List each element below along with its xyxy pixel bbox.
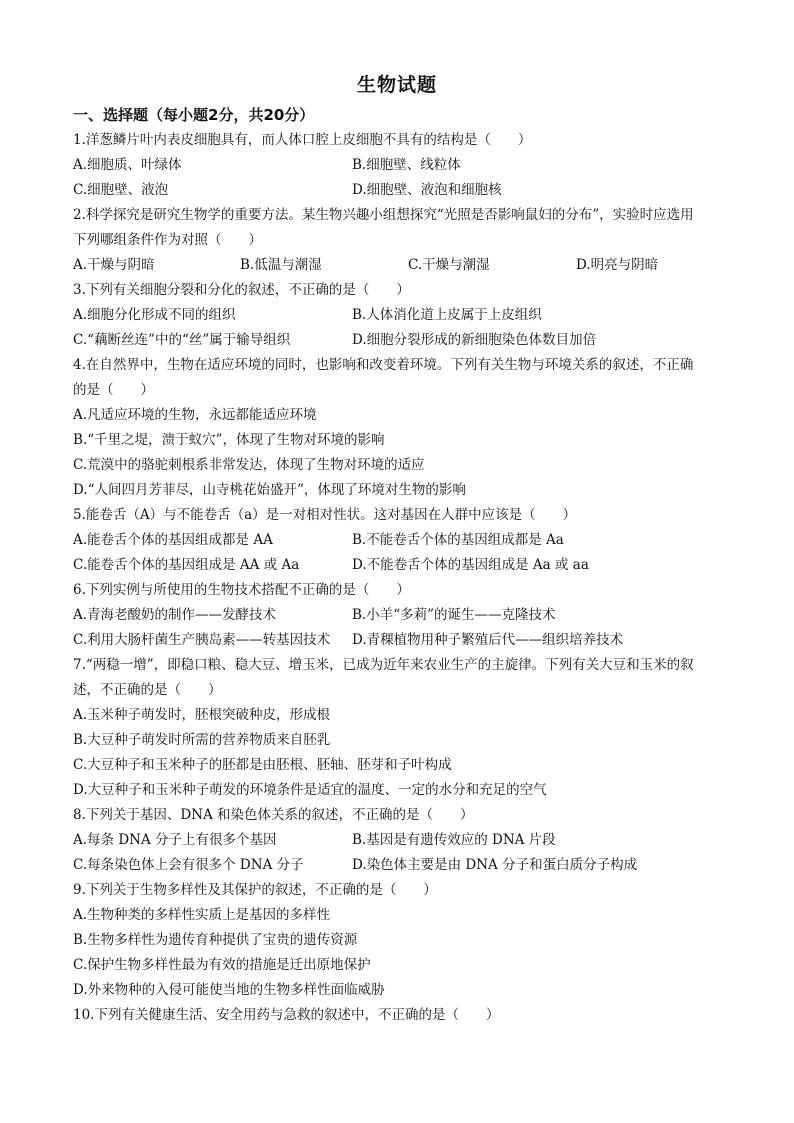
question-5-option-c: C.能卷舌个体的基因组成是 AA 或 Aa <box>73 557 300 573</box>
question-7-option-c: C.大豆种子和玉米种子的胚都是由胚根、胚轴、胚芽和子叶构成 <box>73 757 452 773</box>
question-2-stem-line-1: 2.科学探究是研究生物学的重要方法。某生物兴趣小组想探究“光照是否影响鼠妇的分布”，实验时应选用 <box>73 207 694 223</box>
question-4-stem-line-2: 的是（ ） <box>73 382 154 398</box>
question-4-option-a: A.凡适应环境的生物，永远都能适应环境 <box>73 407 317 423</box>
question-8-option-a: A.每条 DNA 分子上有很多个基因 <box>73 832 277 848</box>
question-8-option-d: D.染色体主要是由 DNA 分子和蛋白质分子构成 <box>352 857 638 873</box>
question-1-option-c: C.细胞壁、液泡 <box>73 182 169 198</box>
question-6-option-b: B.小羊“多莉”的诞生——克隆技术 <box>352 607 556 623</box>
question-9-option-a: A.生物种类的多样性实质上是基因的多样性 <box>73 907 331 923</box>
question-9-stem: 9.下列关于生物多样性及其保护的叙述，不正确的是（ ） <box>73 882 437 898</box>
question-1-option-d: D.细胞壁、液泡和细胞核 <box>352 182 502 198</box>
question-3-option-d: D.细胞分裂形成的新细胞染色体数目加倍 <box>352 332 597 348</box>
question-7-option-a: A.玉米种子萌发时，胚根突破种皮，形成根 <box>73 707 331 723</box>
question-2-option-b: B.低温与潮湿 <box>240 257 322 273</box>
question-3-option-a: A.细胞分化形成不同的组织 <box>73 307 236 323</box>
question-7-stem-line-1: 7.“两稳一增”，即稳口粮、稳大豆、增玉米，已成为近年来农业生产的主旋律。下列有关大豆和玉米的叙 <box>73 657 694 673</box>
question-2-stem-line-2: 下列哪组条件作为对照（ ） <box>73 232 262 248</box>
question-2-option-c: C.干燥与潮湿 <box>408 257 490 273</box>
question-5-option-b: B.不能卷舌个体的基因组成都是 Aa <box>352 532 564 548</box>
question-6-stem: 6.下列实例与所使用的生物技术搭配不正确的是（ ） <box>73 582 410 598</box>
question-3-option-b: B.人体消化道上皮属于上皮组织 <box>352 307 542 323</box>
question-8-stem: 8.下列关于基因、DNA 和染色体关系的叙述，不正确的是（ ） <box>73 807 474 823</box>
question-10-stem: 10.下列有关健康生活、安全用药与急救的叙述中，不正确的是（ ） <box>73 1007 500 1023</box>
question-1-option-b: B.细胞壁、线粒体 <box>352 157 461 173</box>
question-9-option-b: B.生物多样性为遗传育种提供了宝贵的遗传资源 <box>73 932 358 948</box>
question-1-option-a: A.细胞质、叶绿体 <box>73 157 182 173</box>
question-7-option-d: D.大豆种子和玉米种子萌发的环境条件是适宜的温度、一定的水分和充足的空气 <box>73 782 547 798</box>
question-4-option-b: B.“千里之堤，溃于蚁穴”，体现了生物对环境的影响 <box>73 432 385 448</box>
question-2-option-d: D.明亮与阴暗 <box>576 257 659 273</box>
question-6-option-c: C.利用大肠杆菌生产胰岛素——转基因技术 <box>73 632 331 648</box>
question-7-stem-line-2: 述，不正确的是（ ） <box>73 682 222 698</box>
question-9-option-d: D.外来物种的入侵可能使当地的生物多样性面临威胁 <box>73 982 385 998</box>
question-9-option-c: C.保护生物多样性最为有效的措施是迁出原地保护 <box>73 957 371 973</box>
question-2-option-a: A.干燥与阴暗 <box>73 257 155 273</box>
section-heading: 一、选择题（每小题2分，共20分） <box>73 106 315 124</box>
question-8-option-c: C.每条染色体上会有很多个 DNA 分子 <box>73 857 304 873</box>
page-title: 生物试题 <box>356 74 437 96</box>
question-4-option-c: C.荒漠中的骆驼刺根系非常发达，体现了生物对环境的适应 <box>73 457 425 473</box>
question-7-option-b: B.大豆种子萌发时所需的营养物质来自胚乳 <box>73 732 331 748</box>
question-5-option-a: A.能卷舌个体的基因组成都是 AA <box>73 532 273 548</box>
question-6-option-d: D.青稞植物用种子繁殖后代——组织培养技术 <box>352 632 624 648</box>
question-5-option-d: D.不能卷舌个体的基因组成是 Aa 或 aa <box>352 557 589 573</box>
question-6-option-a: A.青海老酸奶的制作——发酵技术 <box>73 607 277 623</box>
question-5-stem: 5.能卷舌（A）与不能卷舌（a）是一对相对性状。这对基因在人群中应该是（ ） <box>73 507 577 523</box>
question-3-option-c: C.“藕断丝连”中的“丝”属于输导组织 <box>73 332 291 348</box>
question-8-option-b: B.基因是有遗传效应的 DNA 片段 <box>352 832 556 848</box>
question-4-stem-line-1: 4.在自然界中，生物在适应环境的同时，也影响和改变着环境。下列有关生物与环境关系的叙述，不正确 <box>73 357 694 373</box>
question-3-stem: 3.下列有关细胞分裂和分化的叙述，不正确的是（ ） <box>73 282 410 298</box>
question-1-stem: 1.洋葱鳞片叶内表皮细胞具有，而人体口腔上皮细胞不具有的结构是（ ） <box>73 132 532 148</box>
question-4-option-d: D.“人间四月芳菲尽，山寺桃花始盛开”，体现了环境对生物的影响 <box>73 482 466 498</box>
